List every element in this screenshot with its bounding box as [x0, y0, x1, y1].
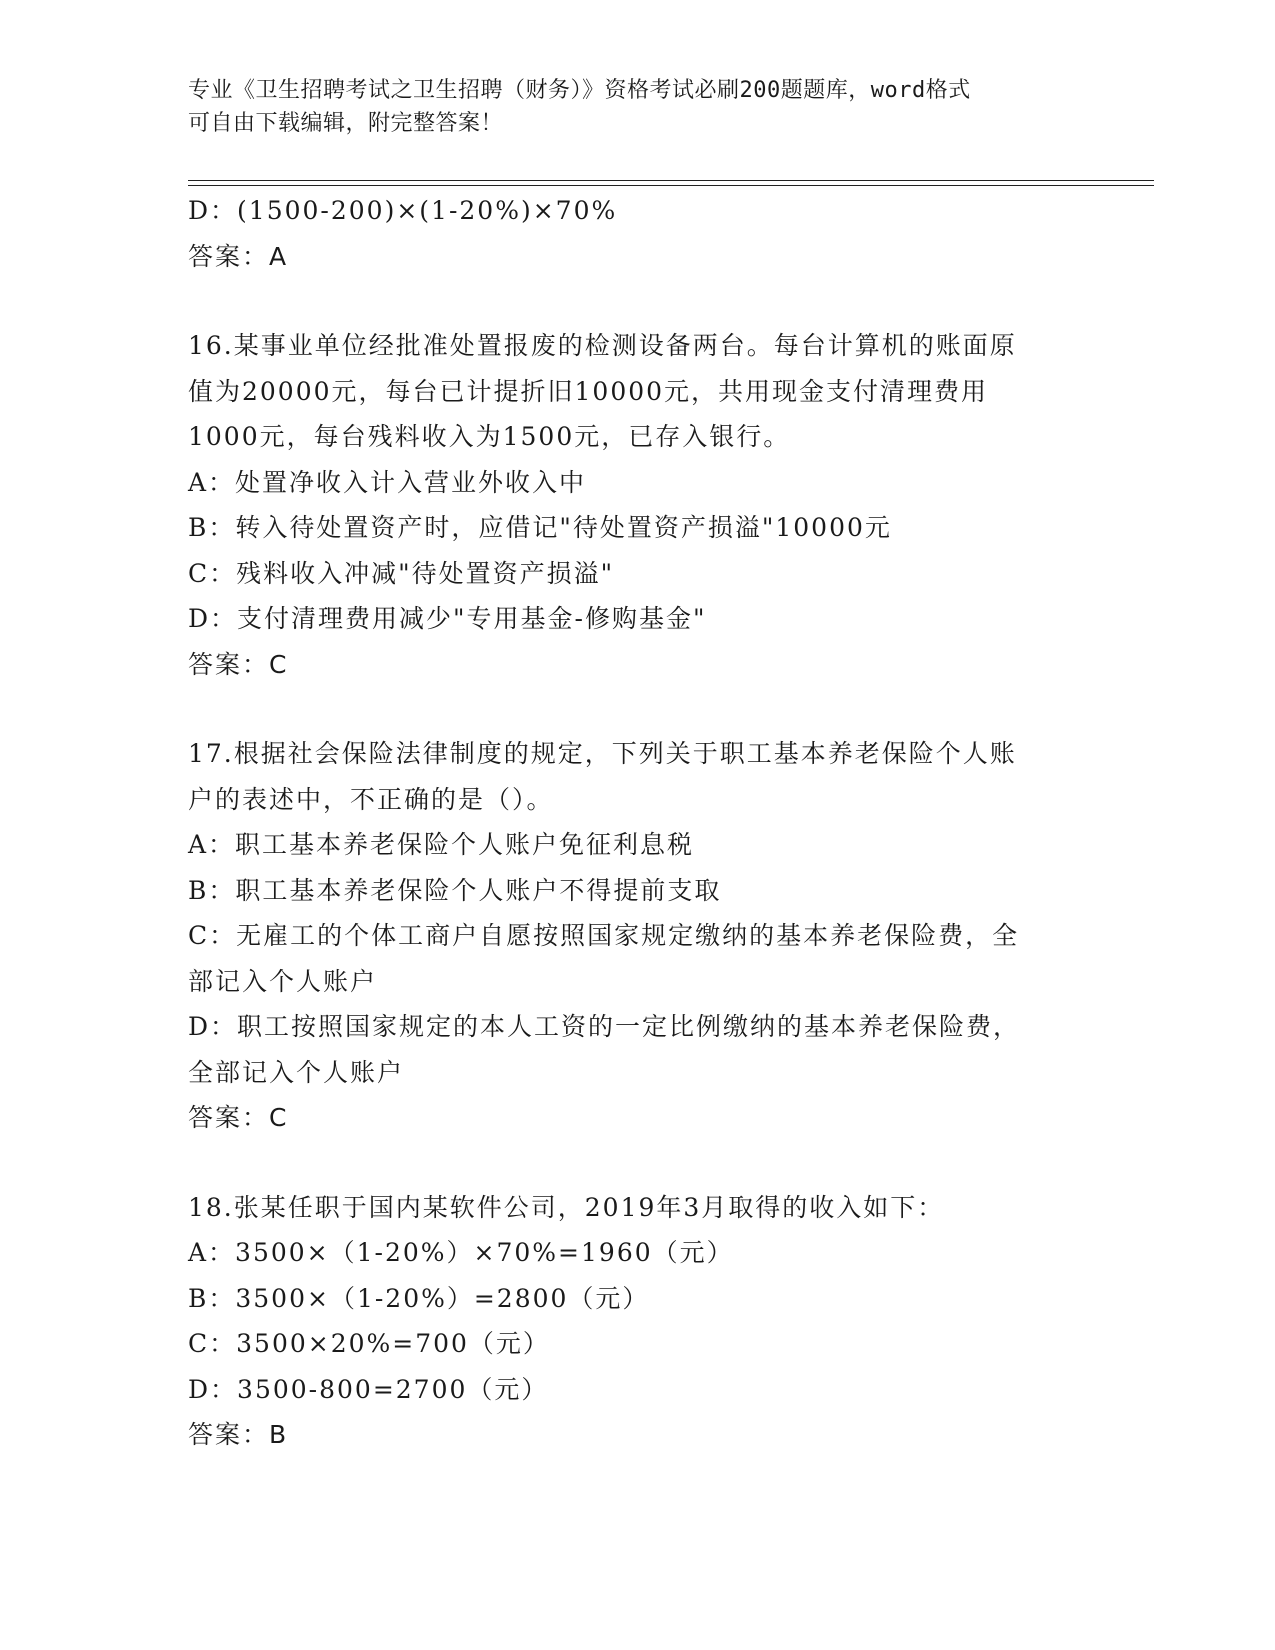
- question-stem-line: 16.某事业单位经批准处置报废的检测设备两台。每台计算机的账面原: [188, 331, 1017, 360]
- answer-line: 答案：C: [188, 1103, 289, 1132]
- header-divider-bottom: [188, 185, 1154, 186]
- option-d: D：3500-800=2700（元）: [188, 1374, 549, 1404]
- question-16: [188, 323, 1088, 687]
- option-c-continued: 部记入个人账户: [188, 966, 378, 996]
- header-divider-top: [188, 180, 1154, 181]
- question-stem-line: 值为20000元，每台已计提折旧10000元，共用现金支付清理费用: [188, 376, 989, 406]
- option-a: A：职工基本养老保险个人账户免征利息税: [188, 830, 695, 859]
- header-line-2: 可自由下载编辑，附完整答案！: [188, 111, 504, 136]
- option-c: C：残料收入冲减"待处置资产损溢": [188, 558, 615, 588]
- answer-line: 答案：A: [188, 241, 289, 271]
- option-d: D：(1500-200)×(1-20%)×70%: [188, 196, 618, 225]
- spacer: [188, 1141, 1088, 1185]
- option-b: B：职工基本养老保险个人账户不得提前支取: [188, 875, 722, 905]
- option-c: C：3500×20%=700（元）: [188, 1329, 550, 1358]
- question-stem-line: 17.根据社会保险法律制度的规定，下列关于职工基本养老保险个人账: [188, 739, 1017, 768]
- question-18: [188, 1185, 1088, 1458]
- question-stem-line: 18.张某任职于国内某软件公司，2019年3月取得的收入如下：: [188, 1192, 945, 1222]
- answer-line: 答案：B: [188, 1420, 289, 1449]
- option-c: C：无雇工的个体工商户自愿按照国家规定缴纳的基本养老保险费，全: [188, 921, 1020, 950]
- question-stem-line: 1000元，每台残料收入为1500元，已存入银行。: [188, 422, 791, 451]
- option-a: A：3500×（1-20%）×70%=1960（元）: [188, 1238, 734, 1267]
- spacer: [188, 687, 1088, 731]
- option-d: D：支付清理费用减少"专用基金-修购基金": [188, 604, 707, 633]
- question-stem-line: 户的表述中，不正确的是（）。: [188, 784, 554, 814]
- document-header: [188, 74, 1088, 140]
- option-a: A：处置净收入计入营业外收入中: [188, 467, 587, 497]
- header-line-1: 专业《卫生招聘考试之卫生招聘（财务）》资格考试必刷200题题库，word格式: [188, 78, 971, 103]
- question-17: [188, 731, 1088, 1141]
- spacer: [188, 279, 1088, 323]
- option-b: B：3500×（1-20%）=2800（元）: [188, 1283, 650, 1313]
- option-d: D：职工按照国家规定的本人工资的一定比例缴纳的基本养老保险费，: [188, 1012, 1021, 1041]
- answer-line: 答案：C: [188, 649, 289, 679]
- document-body: [188, 188, 1088, 1458]
- option-b: B：转入待处置资产时，应借记"待处置资产损溢"10000元: [188, 513, 892, 542]
- option-d-continued: 全部记入个人账户: [188, 1057, 405, 1087]
